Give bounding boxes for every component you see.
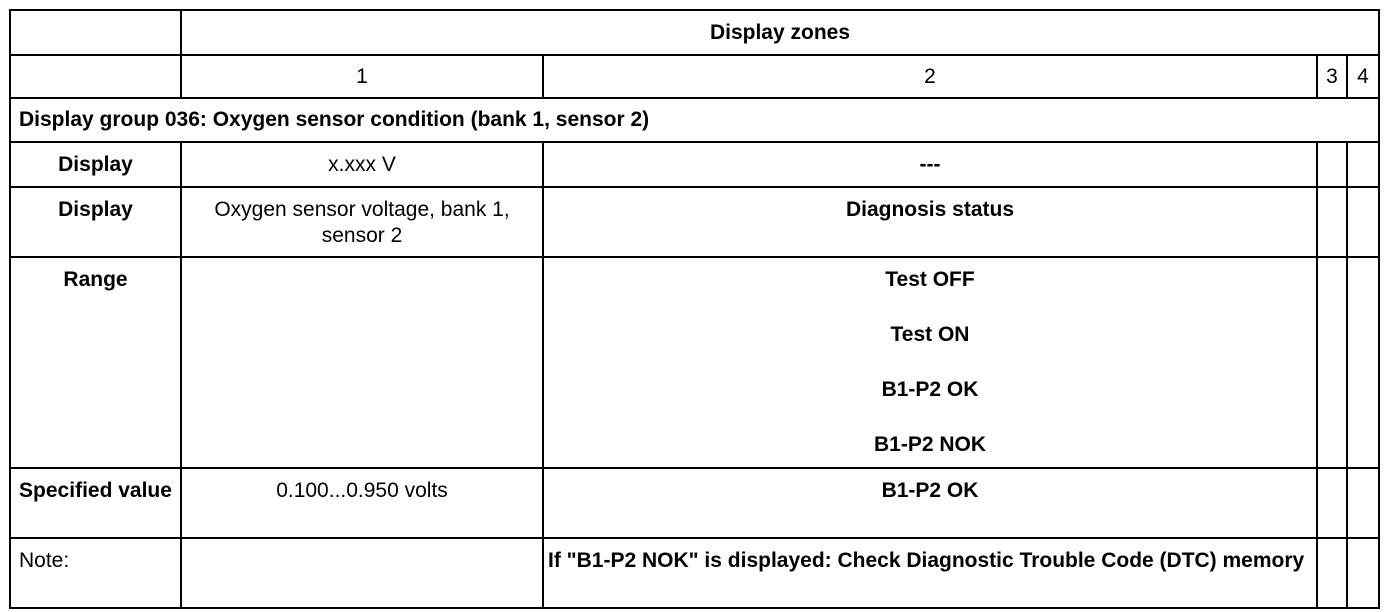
specified-value-row [10, 468, 1379, 538]
display-label-1: Display [10, 142, 181, 187]
zone2-range-list [543, 257, 1317, 468]
zone1-range [181, 257, 543, 468]
zone1-note [181, 538, 543, 608]
zone4-cell [1347, 257, 1379, 468]
display-row-2 [10, 187, 1379, 257]
note-row [10, 538, 1379, 608]
range-value-nok: B1-P2 NOK [873, 433, 987, 456]
display-row-1 [10, 142, 1379, 187]
zone3-cell [1317, 187, 1347, 257]
range-value-test-on: Test ON [890, 323, 970, 346]
zone2-specified-value: B1-P2 OK [543, 468, 1317, 538]
range-value-ok: B1-P2 OK [881, 378, 979, 401]
range-label: Range [10, 257, 181, 468]
zone4-cell [1347, 142, 1379, 187]
header-row-zones [10, 10, 1379, 55]
group-title-row [10, 98, 1379, 142]
header-row-zone-numbers [10, 55, 1379, 98]
display-group-table [9, 9, 1380, 609]
zone3-cell [1317, 468, 1347, 538]
zone1-specified-value: 0.100...0.950 volts [181, 468, 543, 538]
zone-3-number: 3 [1317, 55, 1347, 98]
zone3-cell [1317, 257, 1347, 468]
header-empty-cell-2 [10, 55, 181, 98]
specified-value-label: Specified value [10, 468, 181, 538]
zone1-display-value: x.xxx V [181, 142, 543, 187]
zone-1-number: 1 [181, 55, 543, 98]
range-value-test-off: Test OFF [885, 268, 975, 291]
zone3-cell [1317, 538, 1347, 608]
zone2-display-value: --- [543, 142, 1317, 187]
zone3-cell [1317, 142, 1347, 187]
zone-2-number: 2 [543, 55, 1317, 98]
display-label-2: Display [10, 187, 181, 257]
zone4-cell [1347, 468, 1379, 538]
zone2-description: Diagnosis status [543, 187, 1317, 257]
zone4-cell [1347, 187, 1379, 257]
zone4-cell [1347, 538, 1379, 608]
zone-4-number: 4 [1347, 55, 1379, 98]
display-group-title: Display group 036: Oxygen sensor condition (bank 1, sensor 2) [10, 98, 1379, 142]
zone2-note-text: If "B1-P2 NOK" is displayed: Check Diagnostic Trouble Code (DTC) memory [543, 538, 1317, 608]
range-row [10, 257, 1379, 468]
display-zones-heading: Display zones [181, 10, 1379, 55]
zone1-description: Oxygen sensor voltage, bank 1, sensor 2 [181, 187, 543, 257]
note-label: Note: [10, 538, 181, 608]
header-empty-cell [10, 10, 181, 55]
